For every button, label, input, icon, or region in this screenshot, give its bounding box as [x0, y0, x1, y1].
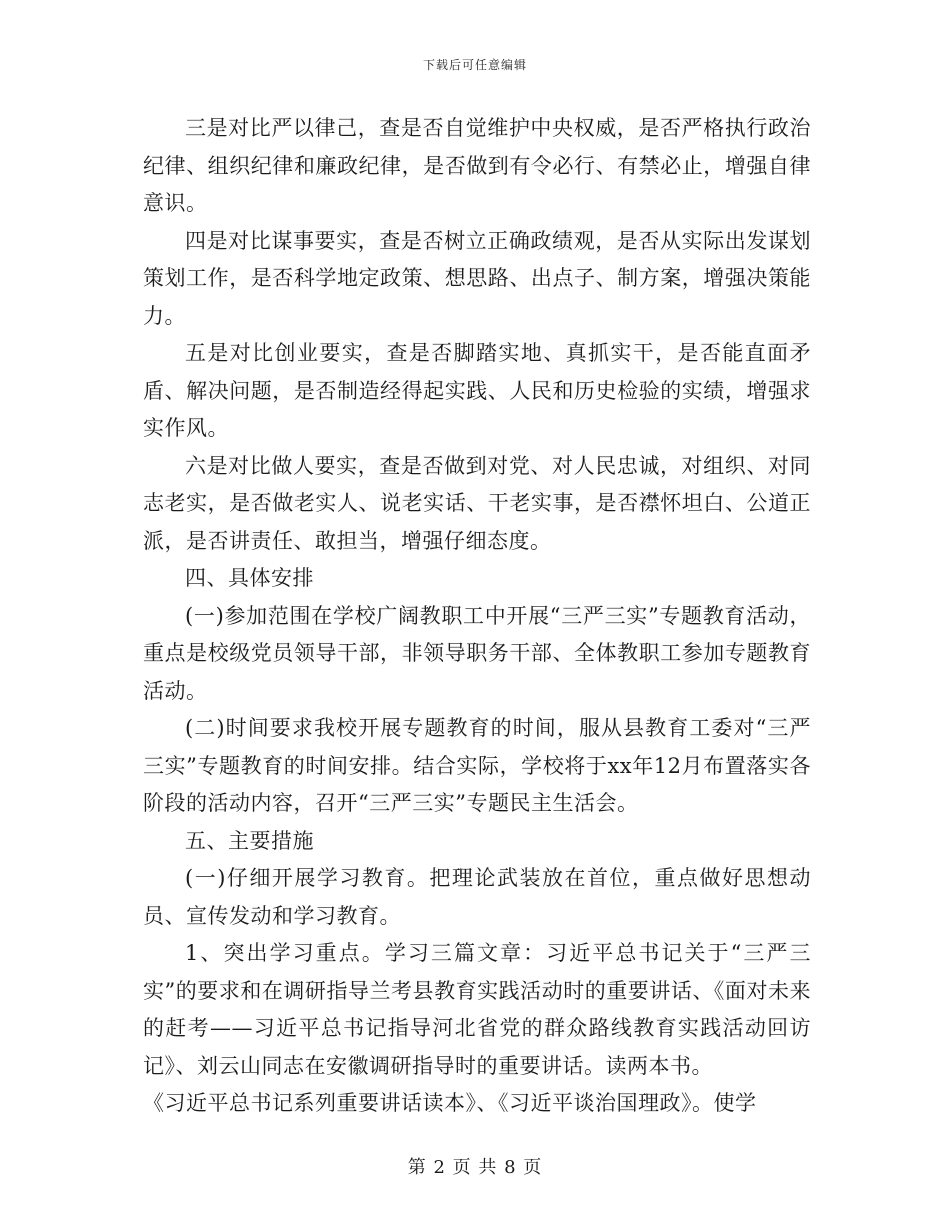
paragraph-strict-self-discipline: 三是对比严以律己，查是否自觉维护中央权威，是否严格执行政治纪律、组织纪律和廉政纪律，是否做到有令必行、有禁必止，增强自律意识。: [143, 116, 811, 215]
paragraph-time-requirement: (二)时间要求我校开展专题教育的时间，服从县教育工委对“三严三实”专题教育的时间安排。结合实际，学校将于xx年12月布置落实各阶段的活动内容，召开“三严三实”专题民主生活会。: [143, 716, 811, 815]
paragraph-participation-scope: (一)参加范围在学校广阔教职工中开展“三严三实”专题教育活动，重点是校级党员领导干部，非领导职务干部、全体教职工参加专题教育活动。: [143, 603, 811, 703]
page-number-footer: 第 2 页 共 8 页: [407, 1157, 543, 1178]
paragraph-study-education: (一)仔细开展学习教育。把理论武装放在首位，重点做好思想动员、宣传发动和学习教育。: [143, 866, 811, 928]
page-header: 下载后可任意编辑: [422, 58, 527, 72]
document-body: [143, 110, 811, 1123]
section-heading-arrangements: 四、具体安排: [185, 566, 314, 590]
paragraph-study-focus: 1、突出学习重点。学习三篇文章：习近平总书记关于“三严三实”的要求和在调研指导兰考县教育实践活动时的重要讲话、《面对未来的赶考——习近平总书记指导河北省党的群众路线教育实践活动回访记》、刘云山同志在安徽调研指导时的重要讲话。读两本书。: [143, 941, 811, 1078]
paragraph-business-practical: 五是对比创业要实，查是否脚踏实地、真抓实干，是否能直面矛盾、解决问题，是否制造经得起实践、人民和历史检验的实绩，增强求实作风。: [143, 341, 811, 440]
section-heading-measures: 五、主要措施: [185, 828, 314, 853]
paragraph-plan-practical: 四是对比谋事要实，查是否树立正确政绩观，是否从实际出发谋划策划工作，是否科学地定政策、想思路、出点子、制方案，增强决策能力。: [143, 228, 811, 328]
paragraph-books-continued: 《习近平总书记系列重要讲话读本》、《习近平谈治国理政》。使学: [143, 1091, 757, 1115]
paragraph-conduct-practical: 六是对比做人要实，查是否做到对党、对人民忠诚，对组织、对同志老实，是否做老实人、说老实话、干老实事，是否襟怀坦白、公道正派，是否讲责任、敢担当，增强仔细态度。: [143, 453, 811, 553]
